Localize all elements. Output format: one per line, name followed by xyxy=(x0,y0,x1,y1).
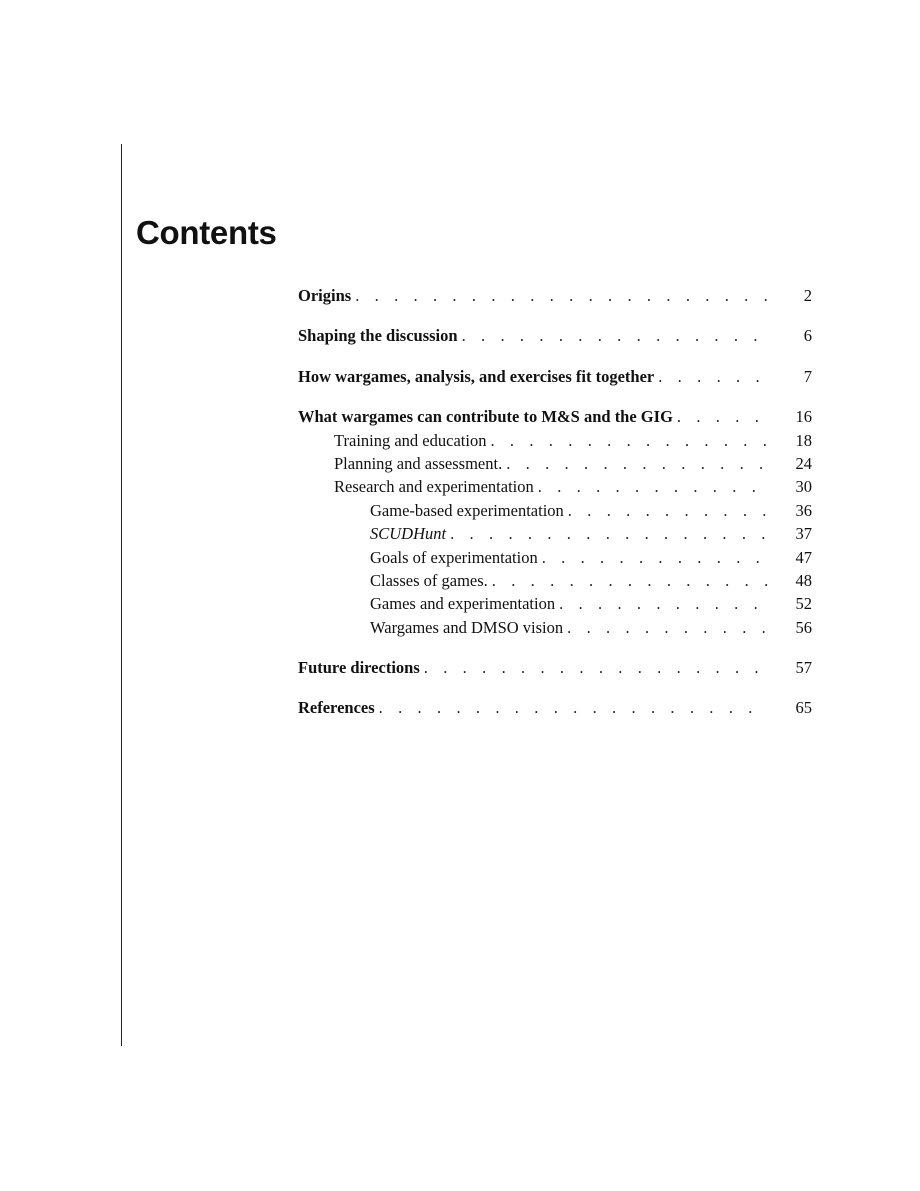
dot-leader xyxy=(458,324,768,347)
toc-entry-label: Goals of experimentation xyxy=(370,547,538,567)
dot-leader xyxy=(351,284,768,307)
toc-entry-label: What wargames can contribute to M&S and the GIG xyxy=(298,407,673,427)
toc-entry-label: Origins xyxy=(298,286,352,305)
page-title: Contents xyxy=(136,214,277,251)
toc-entry-label: Future directions xyxy=(298,658,420,678)
dot-leader xyxy=(673,405,768,428)
toc-entry-planning-and-assessment[interactable] xyxy=(298,452,812,475)
toc-entry-label: SCUDHunt xyxy=(370,524,447,544)
dot-leader xyxy=(486,429,768,452)
toc-page-number: 2 xyxy=(803,286,812,305)
dot-leader xyxy=(375,696,768,719)
toc-entry-wargames-and-dmso-vision[interactable] xyxy=(298,616,812,639)
toc-entry-how-wargames-fit-together[interactable] xyxy=(298,365,812,388)
toc-entry-future-directions[interactable] xyxy=(298,656,812,679)
table-of-contents xyxy=(298,284,812,720)
toc-page-number: 36 xyxy=(795,500,812,520)
toc-page-number: 65 xyxy=(795,698,812,718)
toc-entry-shaping-the-discussion[interactable] xyxy=(298,324,812,347)
toc-entry-goals-of-experimentation[interactable] xyxy=(298,546,812,569)
toc-page-number: 37 xyxy=(795,524,812,544)
toc-page-number: 18 xyxy=(795,430,812,450)
toc-entry-label: Classes of games. xyxy=(370,570,488,590)
toc-entry-label: Game-based experimentation xyxy=(370,500,564,520)
toc-entry-training-and-education[interactable] xyxy=(298,429,812,452)
toc-page-number: 7 xyxy=(803,366,812,386)
dot-leader xyxy=(563,616,768,639)
toc-page-number: 52 xyxy=(795,594,812,614)
dot-leader xyxy=(488,569,768,592)
toc-entry-games-and-experimentation[interactable] xyxy=(298,592,812,615)
toc-entry-references[interactable] xyxy=(298,696,812,719)
dot-leader xyxy=(534,475,768,498)
toc-page-number: 16 xyxy=(795,407,812,427)
toc-entry-label: Shaping the discussion xyxy=(298,326,458,346)
toc-entry-scudhunt[interactable] xyxy=(298,522,812,545)
toc-page-number: 48 xyxy=(795,570,812,590)
toc-page-number: 6 xyxy=(803,326,812,346)
toc-entry-game-based-experimentation[interactable] xyxy=(298,499,812,522)
toc-entry-label: References xyxy=(298,698,375,718)
toc-entry-label: How wargames, analysis, and exercises fit together xyxy=(298,366,655,386)
toc-page-number: 56 xyxy=(795,617,812,637)
toc-entry-label: Wargames and DMSO vision xyxy=(370,617,564,637)
dot-leader xyxy=(502,452,768,475)
toc-entry-research-and-experimentation[interactable] xyxy=(298,475,812,498)
toc-entry-label: Games and experimentation xyxy=(370,594,556,614)
toc-page-number: 57 xyxy=(795,658,812,678)
dot-leader xyxy=(555,592,768,615)
toc-entry-label: Research and experimentation xyxy=(334,477,534,497)
dot-leader xyxy=(446,522,768,545)
toc-entry-origins[interactable] xyxy=(298,284,812,307)
toc-page-number: 47 xyxy=(795,547,812,567)
toc-page-number: 30 xyxy=(795,477,812,497)
dot-leader xyxy=(564,499,768,522)
toc-entry-label: Training and education xyxy=(334,430,487,450)
toc-page-number: 24 xyxy=(795,453,812,473)
dot-leader xyxy=(538,546,768,569)
toc-entry-classes-of-games[interactable] xyxy=(298,569,812,592)
dot-leader xyxy=(654,365,768,388)
dot-leader xyxy=(420,656,768,679)
toc-entry-what-wargames-can-contribute[interactable] xyxy=(298,405,812,428)
toc-entry-label: Planning and assessment. xyxy=(334,453,503,473)
vertical-margin-rule xyxy=(121,144,122,1046)
